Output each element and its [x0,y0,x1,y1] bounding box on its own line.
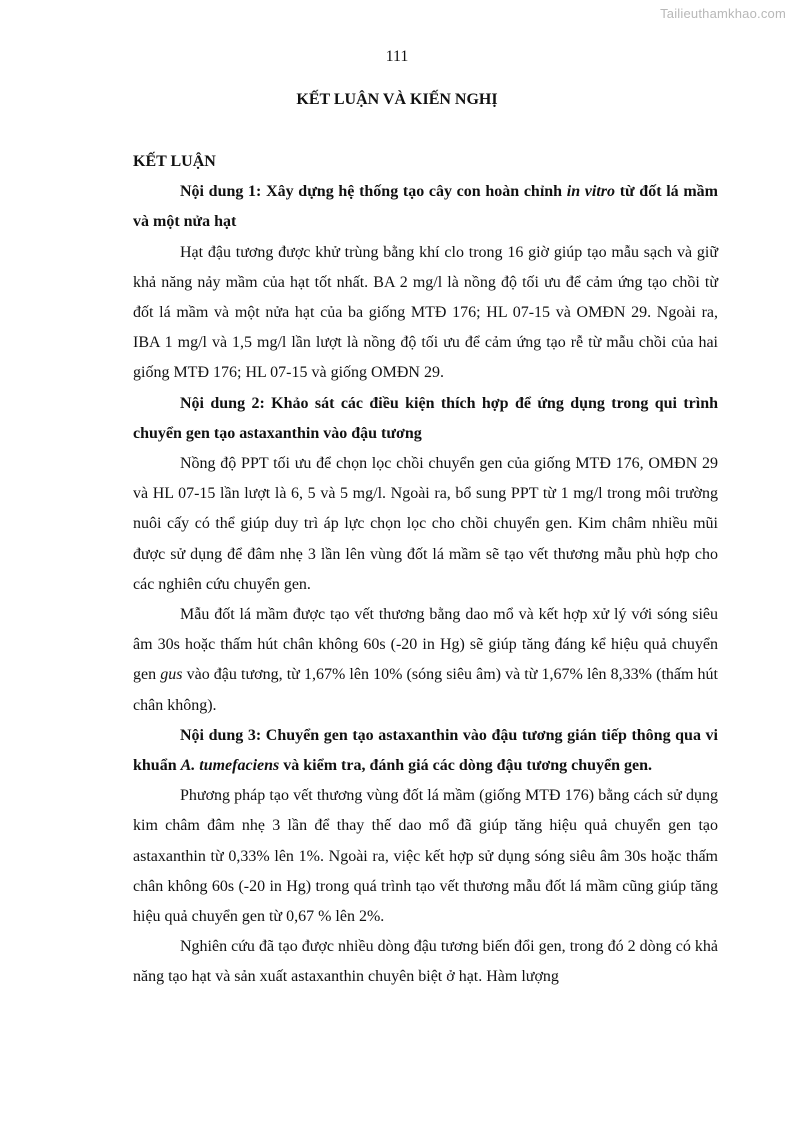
bacterium-name: A. tumefaciens [180,757,280,775]
content-1-heading [133,177,718,237]
content-1-paragraph: Hạt đậu tương được khử trùng bằng khí clo trong 16 giờ giúp tạo mẫu sạch và giữ khả năng nảy mầm của hạt tốt nhất. BA 2 mg/l là nồng độ tối ưu để cảm ứng tạo chồi từ đốt lá mầm và một nửa hạt của ba giống MTĐ 176; HL 07-15 và OMĐN 29. Ngoài ra, IBA 1 mg/l và 1,5 mg/l lần lượt là nồng độ tối ưu để cảm ứng tạo rễ từ mẫu chồi của hai giống MTĐ 176; HL 07-15 và giống OMĐN 29. [133,243,718,382]
gene-name-gus: gus [160,666,183,684]
content-3-heading-tail: và kiểm tra, đánh giá các dòng đậu tương chuyển gen. [279,757,652,775]
content-1-heading-italic: in vitro [566,183,616,201]
content-1-heading-tail: từ đốt lá mầm và một nửa hạt [133,183,719,231]
content-1-heading-text: Nội dung 1: Xây dựng hệ thống tạo cây con hoàn chỉnh [180,183,567,201]
content-2-heading: Nội dung 2: Khảo sát các điều kiện thích hợp để ứng dụng trong qui trình chuyển gen tạo astaxanthin vào đậu tương [133,394,718,442]
content-3-heading-text: Nội dung 3: Chuyển gen tạo astaxanthin vào đậu tương gián tiếp thông qua vi khuẩn [133,726,718,775]
content-2-paragraph-2 [133,600,718,721]
content-3-heading [133,721,718,781]
content-3-paragraph-2: Nghiên cứu đã tạo được nhiều dòng đậu tương biến đổi gen, trong đó 2 dòng có khả năng tạo hạt và sản xuất astaxanthin chuyên biệt ở hạt. Hàm lượng [133,938,718,986]
page-number: 111 [385,48,409,65]
section-heading: KẾT LUẬN [133,153,216,170]
content-2-paragraph-2-text: Mẫu đốt lá mầm được tạo vết thương bằng dao mổ và kết hợp xử lý với sóng siêu âm 30s hoặc thấm hút chân không 60s (-20 in Hg) sẽ giúp tăng đáng kể hiệu quả chuyển gen [133,606,718,684]
content-2-paragraph-1: Nồng độ PPT tối ưu để chọn lọc chồi chuyển gen của giống MTĐ 176, OMĐN 29 và HL 07-15 lần lượt là 6, 5 và 5 mg/l. Ngoài ra, bổ sung PPT từ 1 mg/l trong môi trường nuôi cấy có thể giúp duy trì áp lực chọn lọc cho chồi chuyển gen. Kim châm nhiều mũi được sử dụng để đâm nhẹ 3 lần lên vùng đốt lá mầm sẽ tạo vết thương mẫu phù hợp cho các nghiên cứu chuyển gen. [133,455,718,593]
content-3-paragraph-1: Phương pháp tạo vết thương vùng đốt lá mầm (giống MTĐ 176) bằng cách sử dụng kim châm đâm nhẹ 3 lần để thay thế dao mổ đã giúp tăng hiệu quả chuyển gen tạo astaxanthin từ 0,33% lên 1%. Ngoài ra, việc kết hợp sử dụng sóng siêu âm 30s hoặc thấm chân không 60s (-20 in Hg) trong quá trình tạo vết thương mẫu đốt lá mầm cũng giúp tăng hiệu quả chuyển gen từ 0,67 % lên 2%. [133,787,718,926]
document-body [133,147,718,993]
watermark: Tailieuthamkhao.com [660,6,786,21]
page-title: KẾT LUẬN VÀ KIẾN NGHỊ [296,91,498,108]
content-2-paragraph-2-tail: vào đậu tương, từ 1,67% lên 10% (sóng siêu âm) và từ 1,67% lên 8,33% (thấm hút chân không). [133,666,718,714]
